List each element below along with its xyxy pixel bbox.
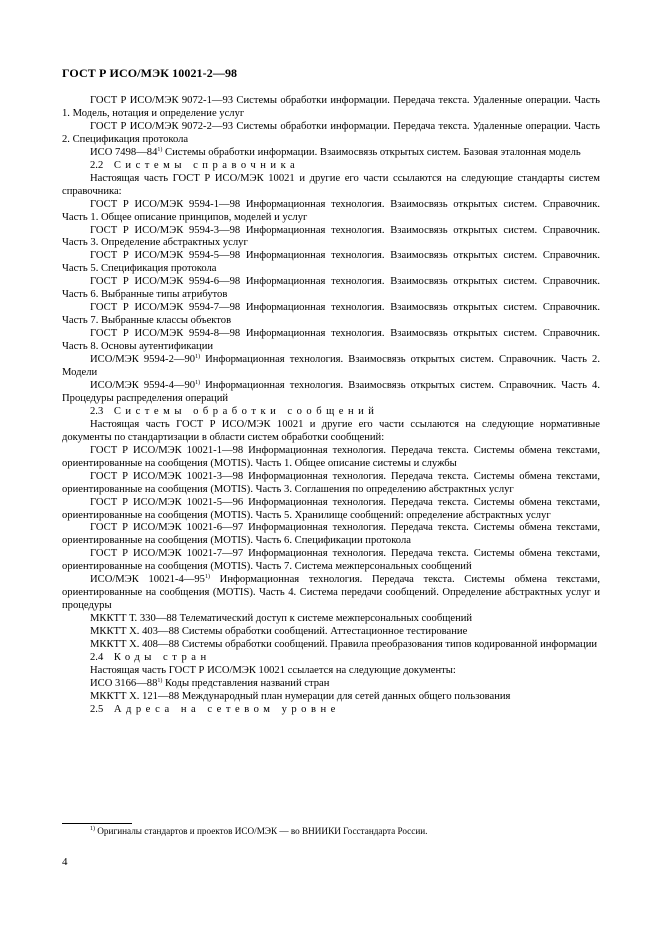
paragraph-text: ГОСТ Р ИСО/МЭК 10021-6—97 Информационная технология. Передача текста. Системы обмена текстами, ориентированные на сообщения (MOTIS). Часть 6. Спецификации протокола: [62, 522, 600, 547]
paragraph-text-rest: Информационная технология. Передача текста. Системы обмена текстами, ориентированные на сообщения (MOTIS). Часть 4. Система передачи сообщений. Определение абстрактных услуг и процедуры: [62, 574, 601, 612]
section-heading: [62, 160, 600, 173]
reference-paragraph: [62, 354, 600, 380]
paragraph-text: МККТТ Х. 121—88 Международный план нумерации для сетей данных общего пользования: [90, 690, 511, 702]
footnote: [90, 826, 427, 836]
footnote-text: Оригиналы стандартов и проектов ИСО/МЭК — во ВНИИКИ Госстандарта России.: [95, 826, 428, 836]
reference-paragraph: [62, 380, 600, 406]
section-heading: [62, 652, 600, 665]
paragraph-text: ГОСТ Р ИСО/МЭК 10021-1—98 Информационная технология. Передача текста. Системы обмена текстами, ориентированные на сообщения (MOTIS). Часть 1. Общее описание системы и службы: [62, 444, 600, 469]
document-body: [62, 95, 600, 717]
paragraph-text: ГОСТ Р ИСО/МЭК 10021-5—96 Информационная технология. Передача текста. Системы обмена текстами, ориентированные на сообщения (MOTIS). Часть 5. Хранилище сообщений: определение абстрактных услуг: [62, 496, 600, 521]
reference-paragraph: [62, 147, 600, 160]
paragraph-text: ГОСТ Р ИСО/МЭК 9594-1—98 Информационная технология. Взаимосвязь открытых систем. Справочник. Часть 1. Общее описание принципов, моделей и услуг: [62, 198, 600, 223]
paragraph-text-rest: Информационная технология. Взаимосвязь открытых систем. Справочник. Часть 2. Модели: [62, 354, 600, 379]
section-heading: [62, 704, 600, 717]
reference-paragraph: [62, 121, 600, 147]
reference-paragraph: [62, 199, 600, 225]
page-number: 4: [62, 856, 68, 868]
reference-paragraph: [62, 250, 600, 276]
paragraph-text: ГОСТ Р ИСО/МЭК 9594-7—98 Информационная технология. Взаимосвязь открытых систем. Справочник. Часть 7. Выбранные классы объектов: [62, 302, 600, 327]
paragraph-text: ИСО 3166—88: [90, 677, 158, 689]
reference-paragraph: [62, 639, 600, 652]
footnote-ref: 1): [195, 379, 201, 386]
section-title: Адреса на сетевом уровне: [113, 703, 340, 715]
reference-paragraph: [62, 328, 600, 354]
paragraph-text: МККТТ Т. 330—88 Телематический доступ к системе межперсональных сообщений: [90, 613, 473, 625]
paragraph-text: ГОСТ Р ИСО/МЭК 9072-2—93 Системы обработки информации. Передача текста. Удаленные операции. Часть 2. Спецификация протокола: [62, 120, 600, 145]
reference-paragraph: [62, 665, 600, 678]
paragraph-text: ГОСТ Р ИСО/МЭК 9072-1—93 Системы обработки информации. Передача текста. Удаленные операции. Часть 1. Модель, нотация и определение услуг: [62, 95, 600, 119]
section-number: 2.3: [90, 405, 104, 417]
reference-paragraph: [62, 613, 600, 626]
paragraph-text-rest: Системы обработки информации. Взаимосвязь открытых систем. Базовая эталонная модель: [162, 146, 581, 158]
reference-paragraph: [62, 574, 600, 613]
page-header: ГОСТ Р ИСО/МЭК 10021-2—98: [62, 66, 238, 80]
reference-paragraph: [62, 419, 600, 445]
paragraph-text-rest: Коды представления названий стран: [162, 677, 330, 689]
paragraph-text-rest: Информационная технология. Взаимосвязь открытых систем. Справочник. Часть 4. Процедуры распределения операций: [62, 379, 600, 404]
paragraph-text: МККТТ Х. 403—88 Системы обработки сообщений. Аттестационное тестирование: [90, 626, 468, 638]
section-title: Системы справочника: [113, 159, 300, 171]
reference-paragraph: [62, 302, 600, 328]
reference-paragraph: [62, 548, 600, 574]
reference-paragraph: [62, 497, 600, 523]
section-number: 2.4: [90, 651, 104, 663]
footnote-mark: 1): [90, 826, 95, 832]
paragraph-text: ИСО 7498—84: [90, 146, 158, 158]
paragraph-text: Настоящая часть ГОСТ Р ИСО/МЭК 10021 ссылается на следующие документы:: [90, 664, 456, 676]
paragraph-text: ИСО/МЭК 9594-2—90: [90, 354, 196, 366]
paragraph-text: ГОСТ Р ИСО/МЭК 9594-3—98 Информационная технология. Взаимосвязь открытых систем. Справочник. Часть 3. Определение абстрактных услуг: [62, 224, 600, 249]
footnote-ref: 1): [157, 146, 163, 153]
section-title: Коды стран: [113, 651, 211, 663]
reference-paragraph: [62, 471, 600, 497]
reference-paragraph: [62, 225, 600, 251]
reference-paragraph: [62, 276, 600, 302]
section-number: 2.2: [90, 159, 104, 171]
footnote-divider: [62, 823, 132, 824]
paragraph-text: ИСО/МЭК 10021-4—95: [90, 574, 205, 586]
section-heading: [62, 406, 600, 419]
paragraph-text: ГОСТ Р ИСО/МЭК 9594-5—98 Информационная технология. Взаимосвязь открытых систем. Справочник. Часть 5. Спецификация протокола: [62, 250, 600, 275]
section-title: Системы обработки сообщений: [113, 405, 379, 417]
paragraph-text: Настоящая часть ГОСТ Р ИСО/МЭК 10021 и другие его части ссылаются на следующие нормативные документы по стандартизации в области систем обработки сообщений:: [62, 418, 600, 443]
paragraph-text: МККТТ Х. 408—88 Системы обработки сообщений. Правила преобразования типов кодированной информации: [90, 639, 598, 651]
paragraph-text: Настоящая часть ГОСТ Р ИСО/МЭК 10021 и другие его части ссылаются на следующие стандарты систем справочника:: [62, 172, 600, 197]
paragraph-text: ГОСТ Р ИСО/МЭК 10021-7—97 Информационная технология. Передача текста. Системы обмена текстами, ориентированные на сообщения (MOTIS). Часть 7. Система межперсональных сообщений: [62, 548, 600, 573]
reference-paragraph: [62, 678, 600, 691]
reference-paragraph: [62, 173, 600, 199]
paragraph-text: ИСО/МЭК 9594-4—90: [90, 379, 196, 391]
paragraph-text: ГОСТ Р ИСО/МЭК 10021-3—98 Информационная технология. Передача текста. Системы обмена текстами, ориентированные на сообщения (MOTIS). Часть 3. Соглашения по определению абстрактных услуг: [62, 470, 600, 495]
footnote-ref: 1): [204, 574, 210, 581]
reference-paragraph: [62, 691, 600, 704]
reference-paragraph: [62, 95, 600, 121]
paragraph-text: ГОСТ Р ИСО/МЭК 9594-8—98 Информационная технология. Взаимосвязь открытых систем. Справочник. Часть 8. Основы аутентификации: [62, 328, 600, 353]
reference-paragraph: [62, 626, 600, 639]
reference-paragraph: [62, 522, 600, 548]
footnote-ref: 1): [157, 677, 163, 684]
footnote-ref: 1): [195, 354, 201, 361]
section-number: 2.5: [90, 703, 104, 715]
paragraph-text: ГОСТ Р ИСО/МЭК 9594-6—98 Информационная технология. Взаимосвязь открытых систем. Справочник. Часть 6. Выбранные типы атрибутов: [62, 276, 600, 301]
reference-paragraph: [62, 445, 600, 471]
